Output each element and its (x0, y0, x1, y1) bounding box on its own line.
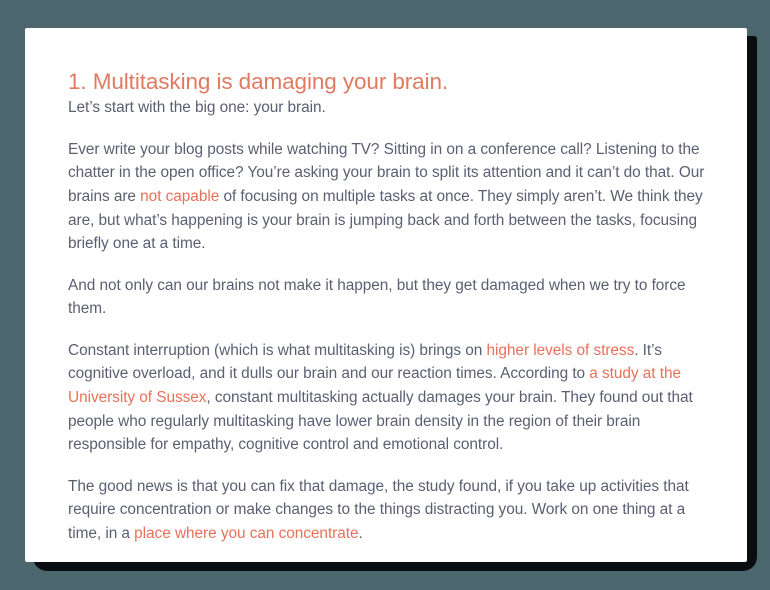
paragraph-text: And not only can our brains not make it happen, but they get damaged when we try to force them. (68, 276, 686, 318)
paragraph-text: . (358, 525, 363, 543)
article-content (68, 48, 705, 546)
article-paragraph (68, 96, 705, 120)
paragraph-text: Ever write your blog posts while watching TV? Sitting in on a conference call? Listening to the chatter in the open office? You’re asking your brain to split its attention and it can’t do that. Our brains are (68, 140, 705, 205)
article-paragraph (68, 475, 705, 546)
paragraph-text: Let’s start with the big one: your brain. (68, 99, 326, 117)
article-paragraph (68, 274, 705, 321)
inline-link[interactable]: not capable (140, 187, 220, 205)
paragraph-text: Constant interruption (which is what multitasking is) brings on (68, 341, 487, 359)
article-paragraph (68, 138, 705, 256)
paragraph-text: The good news is that you can fix that damage, the study found, if you take up activities that require concentration or make changes to the things distracting you. Work on one thing at a time, in a (68, 477, 689, 543)
paragraph-text: . It’s cognitive overload, and it dulls our brain and our reaction times. According to (68, 341, 662, 383)
article-card (25, 28, 747, 562)
paragraph-text: , constant multitasking actually damages your brain. They found out that people who regularly multitasking have lower brain density in the region of their brain responsible for empathy, cognitive control and emotional control. (68, 389, 693, 454)
paragraph-text: of focusing on multiple tasks at once. They simply aren’t. We think they are, but what’s happening is your brain is jumping back and forth between the tasks, focusing briefly one at a time. (68, 187, 703, 253)
article-body (68, 96, 705, 546)
article-paragraph (68, 339, 705, 457)
inline-link[interactable]: place where you can concentrate (134, 525, 359, 543)
inline-link[interactable]: a study at the University of Sussex (68, 365, 682, 407)
page-title: 1. Multitasking is damaging your brain. (68, 69, 449, 94)
inline-link[interactable]: higher levels of stress (486, 341, 635, 359)
